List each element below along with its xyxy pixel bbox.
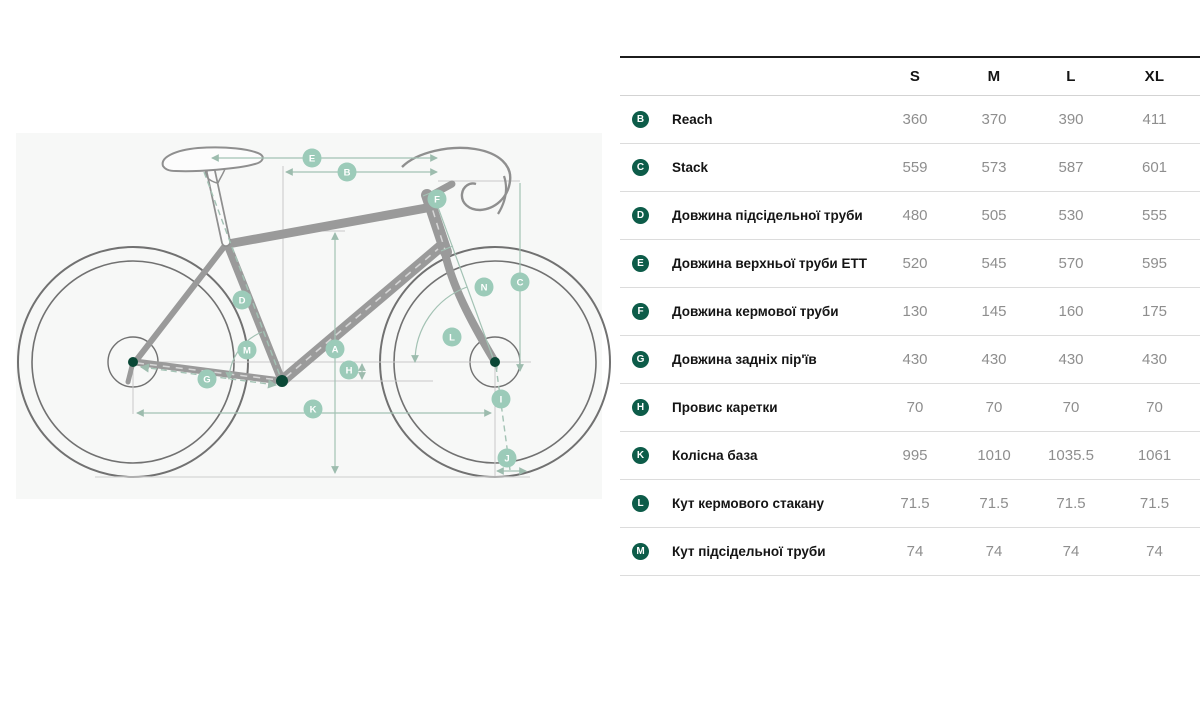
diagram-label-c <box>511 273 530 292</box>
row-label: Кут підсідельної труби <box>672 543 826 559</box>
row-label: Довжина підсідельної труби <box>672 207 863 223</box>
diagram-label-f <box>428 190 447 209</box>
svg-text:M: M <box>243 345 251 357</box>
row-value-m: 573 <box>981 159 1007 176</box>
table-row <box>620 144 1200 192</box>
geometry-table <box>620 56 1200 576</box>
row-label: Довжина кермової труби <box>672 303 839 319</box>
row-value-xl: 595 <box>1141 255 1168 272</box>
row-letter-badge: G <box>632 351 649 368</box>
table-row <box>620 96 1200 144</box>
svg-text:F: F <box>434 194 440 206</box>
row-value-s: 430 <box>902 351 928 368</box>
row-letter-badge: K <box>632 447 649 464</box>
svg-text:A: A <box>331 344 339 356</box>
row-letter-badge: L <box>632 495 649 512</box>
row-value-xl: 555 <box>1141 207 1168 224</box>
table-header-row <box>620 58 1200 96</box>
diagram-label-j <box>498 449 517 468</box>
diagram-label-a <box>326 340 345 359</box>
svg-text:B: B <box>343 167 351 179</box>
row-label: Stack <box>672 159 709 175</box>
row-value-m: 370 <box>981 111 1007 128</box>
svg-text:C: C <box>516 277 524 289</box>
row-letter-badge: M <box>632 543 649 560</box>
row-value-s: 70 <box>906 399 924 416</box>
row-value-m: 74 <box>985 543 1003 560</box>
row-value-xl: 74 <box>1146 543 1163 560</box>
svg-text:L: L <box>449 332 455 344</box>
row-value-m: 1010 <box>977 447 1011 464</box>
table-row <box>620 288 1200 336</box>
size-header-l: L <box>1066 68 1076 85</box>
row-value-m: 71.5 <box>979 495 1009 512</box>
svg-text:J: J <box>504 453 510 465</box>
row-value-s: 559 <box>902 159 928 176</box>
table-row <box>620 336 1200 384</box>
svg-text:G: G <box>203 374 211 386</box>
row-value-l: 570 <box>1058 255 1084 272</box>
svg-text:K: K <box>309 404 317 416</box>
row-value-l: 160 <box>1058 303 1084 320</box>
row-value-s: 130 <box>902 303 928 320</box>
row-value-l: 430 <box>1058 351 1084 368</box>
row-value-m: 545 <box>981 255 1007 272</box>
row-letter-badge: F <box>632 303 649 320</box>
size-header-xl: XL <box>1144 68 1165 85</box>
row-value-xl: 175 <box>1141 303 1168 320</box>
row-value-l: 70 <box>1062 399 1080 416</box>
size-header-s: S <box>909 68 921 85</box>
row-label: Кут кермового стакану <box>672 495 825 511</box>
diagram-label-k <box>304 400 323 419</box>
row-value-l: 71.5 <box>1056 495 1086 512</box>
diagram-label-n <box>475 278 494 297</box>
svg-text:E: E <box>308 153 316 165</box>
row-letter-badge: B <box>632 111 649 128</box>
row-value-m: 145 <box>981 303 1007 320</box>
row-value-s: 74 <box>906 543 924 560</box>
row-label: Колісна база <box>672 447 758 463</box>
table-row <box>620 432 1200 480</box>
row-label: Довжина задніх пір'їв <box>672 351 817 367</box>
diagram-label-g <box>198 370 217 389</box>
row-label: Reach <box>672 111 713 127</box>
row-letter-badge: H <box>632 399 649 416</box>
size-header-m: M <box>987 68 1001 85</box>
row-letter-badge: D <box>632 207 649 224</box>
row-letter-badge: E <box>632 255 649 272</box>
row-value-xl: 71.5 <box>1139 495 1170 512</box>
row-value-m: 505 <box>981 207 1007 224</box>
row-value-s: 360 <box>902 111 928 128</box>
row-value-xl: 70 <box>1146 399 1163 416</box>
row-value-l: 587 <box>1058 159 1084 176</box>
table-row <box>620 528 1200 576</box>
row-value-l: 390 <box>1058 111 1084 128</box>
row-letter-badge: C <box>632 159 649 176</box>
svg-text:H: H <box>345 365 353 377</box>
diagram-label-m <box>238 341 257 360</box>
diagram-label-h <box>340 361 359 380</box>
diagram-label-i <box>492 390 511 409</box>
row-label: Довжина верхньої труби ETT <box>672 255 867 271</box>
diagram-label-e <box>303 149 322 168</box>
row-value-xl: 1061 <box>1137 447 1172 464</box>
diagram-background <box>16 133 602 499</box>
row-value-m: 430 <box>981 351 1007 368</box>
row-value-xl: 430 <box>1141 351 1168 368</box>
row-value-l: 1035.5 <box>1048 447 1094 464</box>
svg-text:I: I <box>499 394 503 406</box>
row-value-xl: 411 <box>1142 111 1167 128</box>
diagram-label-b <box>338 163 357 182</box>
row-label: Провис каретки <box>672 399 778 415</box>
row-value-l: 530 <box>1058 207 1084 224</box>
row-value-s: 995 <box>902 447 928 464</box>
row-value-l: 74 <box>1062 543 1080 560</box>
diagram-label-d <box>233 291 252 310</box>
row-value-s: 520 <box>902 255 928 272</box>
table-row <box>620 384 1200 432</box>
row-value-s: 71.5 <box>900 495 930 512</box>
row-value-m: 70 <box>985 399 1003 416</box>
diagram-label-l <box>443 328 462 347</box>
row-value-s: 480 <box>902 207 928 224</box>
table-row <box>620 480 1200 528</box>
table-row <box>620 192 1200 240</box>
svg-text:N: N <box>480 282 488 294</box>
svg-text:D: D <box>238 295 246 307</box>
row-value-xl: 601 <box>1141 159 1168 176</box>
table-row <box>620 240 1200 288</box>
